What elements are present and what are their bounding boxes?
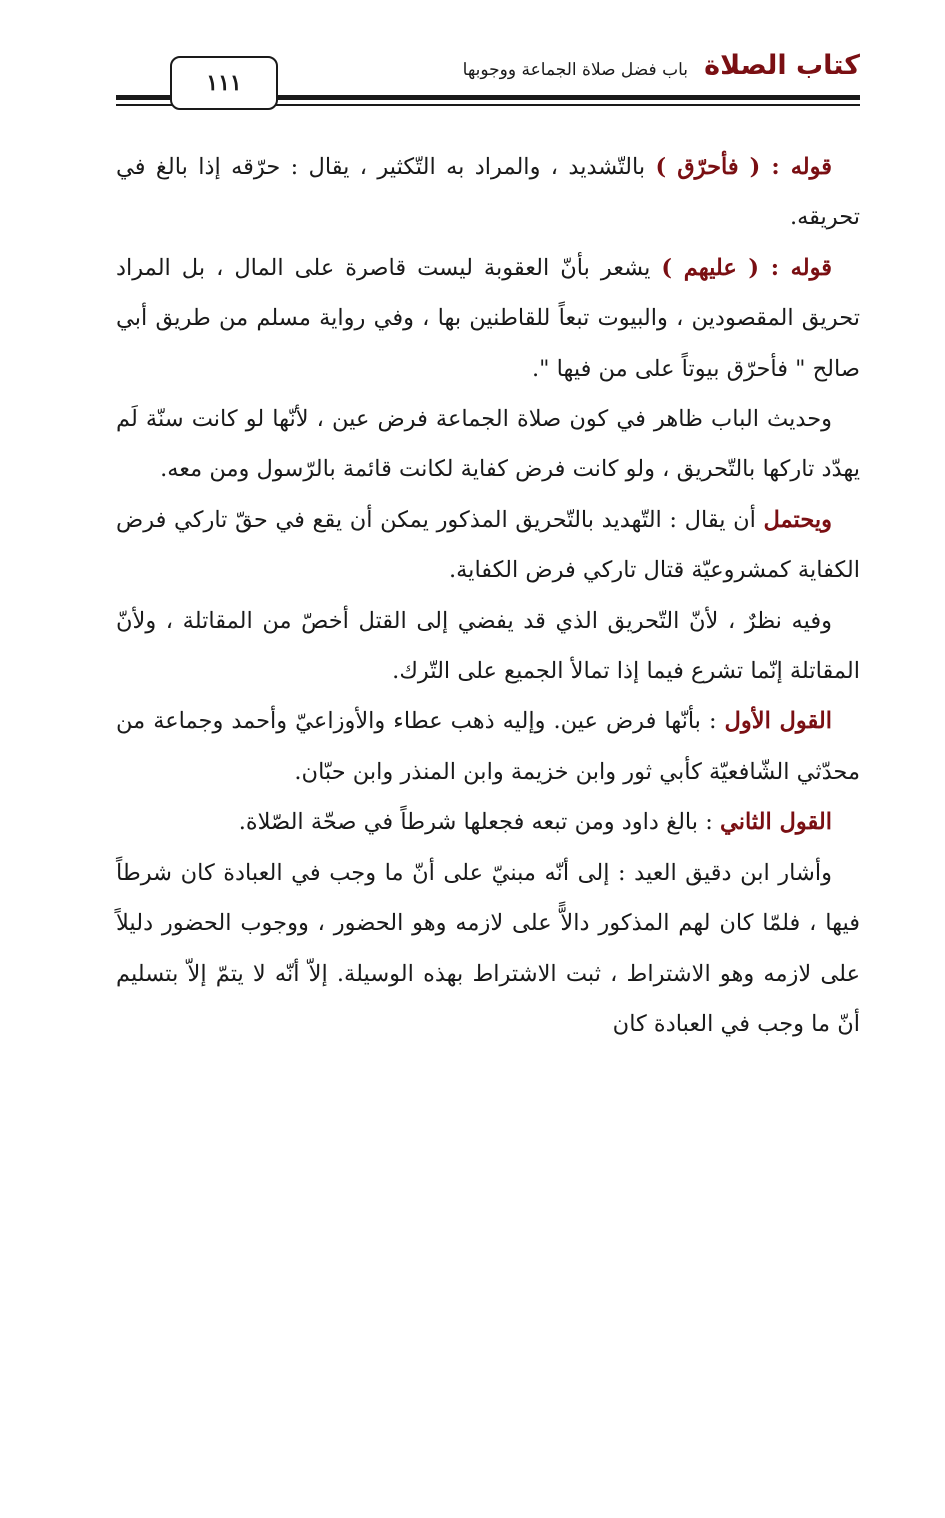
- paragraph-lead: ويحتمل: [763, 506, 832, 533]
- paragraph: [116, 696, 860, 797]
- paragraph-text: بالتّشديد ، والمراد به التّكثير ، يقال : حرّقه إذا بالغ في تحريقه.: [116, 154, 860, 231]
- paragraph-lead: القول الأول: [724, 708, 832, 735]
- page-header: [116, 40, 860, 112]
- paragraph-text: وحديث الباب ظاهر في كون صلاة الجماعة فرض عين ، لأنّها لو كانت سنّة لَم يهدّد تاركها بالتّحريق ، ولو كانت فرض كفاية لكانت قائمة بالرّسول ومن معه.: [116, 406, 860, 483]
- chapter-title: باب فضل صلاة الجماعة ووجوبها: [462, 60, 688, 80]
- paragraph: [116, 495, 860, 596]
- paragraph-lead: قوله : ( فأحرّق ): [655, 154, 832, 180]
- page-number-box: [170, 56, 278, 110]
- paragraph: [116, 394, 860, 495]
- paragraph: [116, 797, 860, 847]
- paragraph-lead: القول الثاني: [719, 809, 832, 836]
- paragraph: [116, 848, 860, 1050]
- paragraph: [116, 596, 860, 697]
- paragraph-lead: قوله : ( عليهم ): [661, 254, 832, 281]
- book-title: كتاب الصلاة: [704, 50, 860, 81]
- page-number: ١١١: [206, 70, 242, 96]
- paragraph: [116, 243, 860, 394]
- paragraph-text: وفيه نظرٌ ، لأنّ التّحريق الذي قد يفضي إلى القتل أخصّ من المقاتلة ، ولأنّ المقاتلة إنّما تشرع فيما إذا تمالأ الجميع على التّرك.: [116, 607, 860, 685]
- body-text: [116, 142, 860, 1049]
- paragraph: [116, 142, 860, 243]
- paragraph-text: أن يقال : التّهديد بالتّحريق المذكور يمكن أن يقع في حقّ تاركي فرض الكفاية كمشروعيّة قتال تاركي فرض الكفاية.: [116, 506, 860, 584]
- paragraph-text: يشعر بأنّ العقوبة ليست قاصرة على المال ، بل المراد تحريق المقصودين ، والبيوت تبعاً للقاطنين بها ، وفي رواية مسلم من طريق أبي صالح " فأحرّق بيوتاً على من فيها ".: [116, 254, 860, 382]
- paragraph-text: : بالغ داود ومن تبعه فجعلها شرطاً في صحّة الصّلاة.: [238, 809, 720, 836]
- paragraph-text: وأشار ابن دقيق العيد : إلى أنّه مبنيّ على أنّ ما وجب في العبادة كان شرطاً فيها ، فلمّا كان لهم المذكور دالاًّ على لازمه وهو الحضور ، ووجوب الحضور دليلاً على لازمه وهو الاشتراط ، ثبت الاشتراط بهذه الوسيلة. إلاّ أنّه لا يتمّ إلاّ بتسليم أنّ ما وجب في العبادة كان: [116, 859, 860, 1037]
- paragraph-text: : بأنّها فرض عين. وإليه ذهب عطاء والأوزاعيّ وأحمد وجماعة من محدّثي الشّافعيّة كأبي ثور وابن خزيمة وابن المنذر وابن حبّان.: [116, 708, 860, 785]
